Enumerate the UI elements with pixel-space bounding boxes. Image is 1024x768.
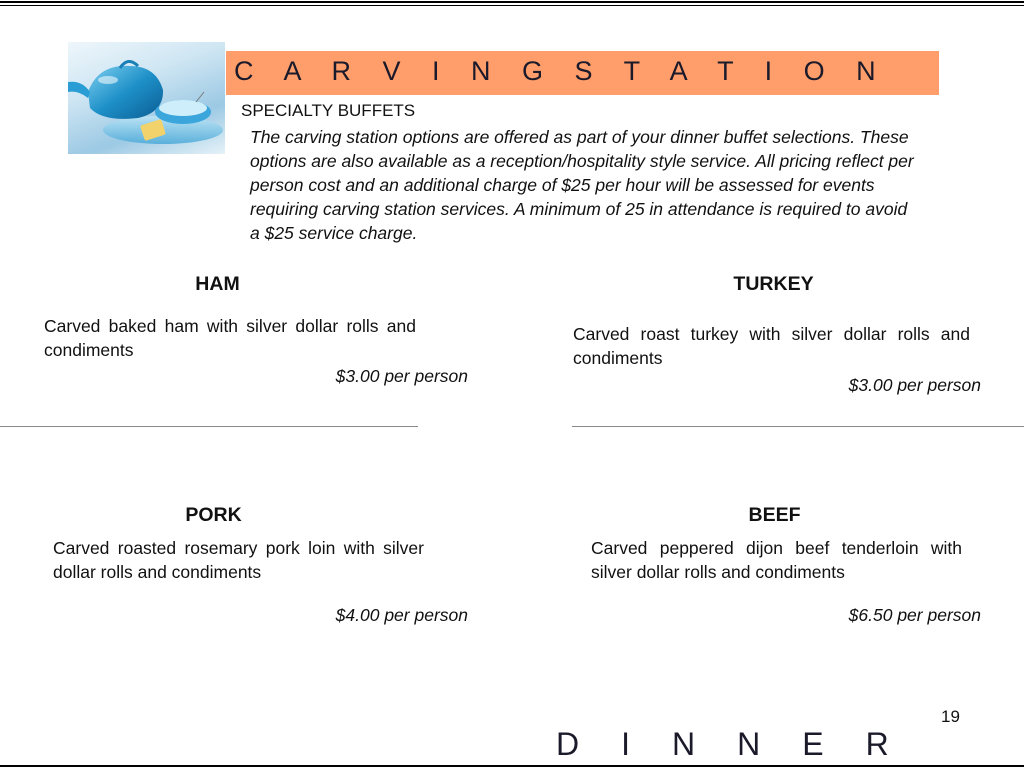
- section-divider-left: [0, 426, 418, 427]
- page-number: 19: [941, 707, 960, 726]
- section-footer: DINNER: [556, 726, 931, 762]
- bottom-rule: [0, 765, 1024, 767]
- turkey-heading: TURKEY: [733, 273, 814, 295]
- ham-description: Carved baked ham with silver dollar rolls and condiments: [44, 316, 416, 360]
- turkey-description: Carved roast turkey with silver dollar rolls and condiments: [573, 324, 970, 368]
- intro-paragraph: The carving station options are offered as part of your dinner buffet selections. These options are also available as a reception/hospitality style service. All pricing reflect per person cost and an additional charge of $25 per hour will be assessed for events requiring carving station services. A minimum of 25 in attendance is required to avoid a $25 service charge.: [250, 127, 914, 243]
- turkey-price: $3.00 per person: [848, 375, 981, 395]
- pork-price: $4.00 per person: [335, 605, 468, 625]
- ham-price: $3.00 per person: [335, 366, 468, 386]
- pork-description: Carved roasted rosemary pork loin with silver dollar rolls and condiments: [53, 538, 424, 582]
- top-rule-thin: [0, 5, 1024, 6]
- section-divider-right: [572, 426, 1024, 427]
- beef-heading: BEEF: [748, 504, 801, 526]
- page-subtitle: SPECIALTY BUFFETS: [241, 101, 416, 120]
- beef-description: Carved peppered dijon beef tenderloin with silver dollar rolls and condiments: [591, 538, 962, 582]
- pork-heading: PORK: [185, 504, 242, 526]
- page-title: C A R V I N G S T A T I O N: [234, 56, 888, 86]
- top-rule: [0, 1, 1024, 3]
- teapot-photo: [68, 42, 225, 154]
- ham-heading: HAM: [195, 273, 240, 295]
- beef-price: $6.50 per person: [848, 605, 981, 625]
